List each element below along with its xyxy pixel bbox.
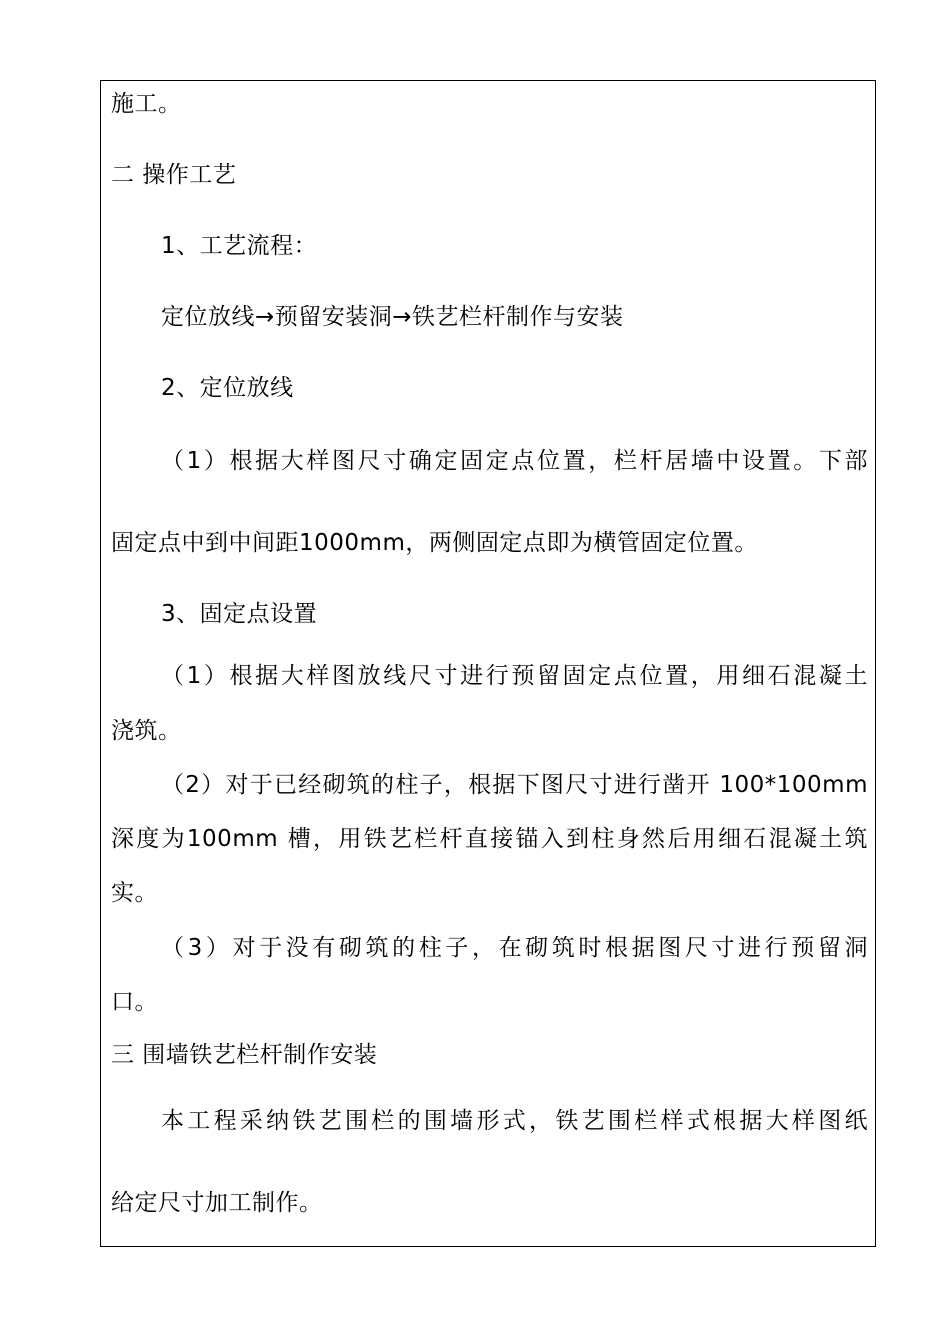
- text-line: （1）根据大样图放线尺寸进行预留固定点位置，用细石混凝土: [161, 663, 868, 689]
- text-line: 给定尺寸加工制作。: [111, 1190, 323, 1216]
- text-line: 深度为100mm 槽，用铁艺栏杆直接锚入到柱身然后用细石混凝土筑: [111, 826, 868, 852]
- subsection-heading: 3、固定点设置: [161, 601, 318, 627]
- text-line: 浇筑。: [111, 718, 182, 744]
- text-line: （3）对于没有砌筑的柱子，在砌筑时根据图尺寸进行预留洞: [161, 935, 868, 961]
- text-line: （2）对于已经砌筑的柱子，根据下图尺寸进行凿开 100*100mm: [161, 772, 868, 798]
- subsection-heading: 2、定位放线: [161, 375, 294, 401]
- text-line: 本工程采纳铁艺围栏的围墙形式，铁艺围栏样式根据大样图纸: [161, 1108, 868, 1134]
- text-line: （1）根据大样图尺寸确定固定点位置，栏杆居墙中设置。下部: [161, 448, 868, 474]
- text-line: 实。: [111, 880, 158, 906]
- section-heading: 三 围墙铁艺栏杆制作安装: [111, 1042, 378, 1068]
- subsection-heading: 1、工艺流程：: [161, 233, 318, 259]
- text-line: 固定点中到中间距1000mm，两侧固定点即为横管固定位置。: [111, 530, 758, 556]
- text-line: 施工。: [111, 91, 182, 117]
- section-heading: 二 操作工艺: [111, 162, 237, 188]
- process-flow: 定位放线→预留安装洞→铁艺栏杆制作与安装: [161, 304, 624, 330]
- text-line: 口。: [111, 989, 158, 1015]
